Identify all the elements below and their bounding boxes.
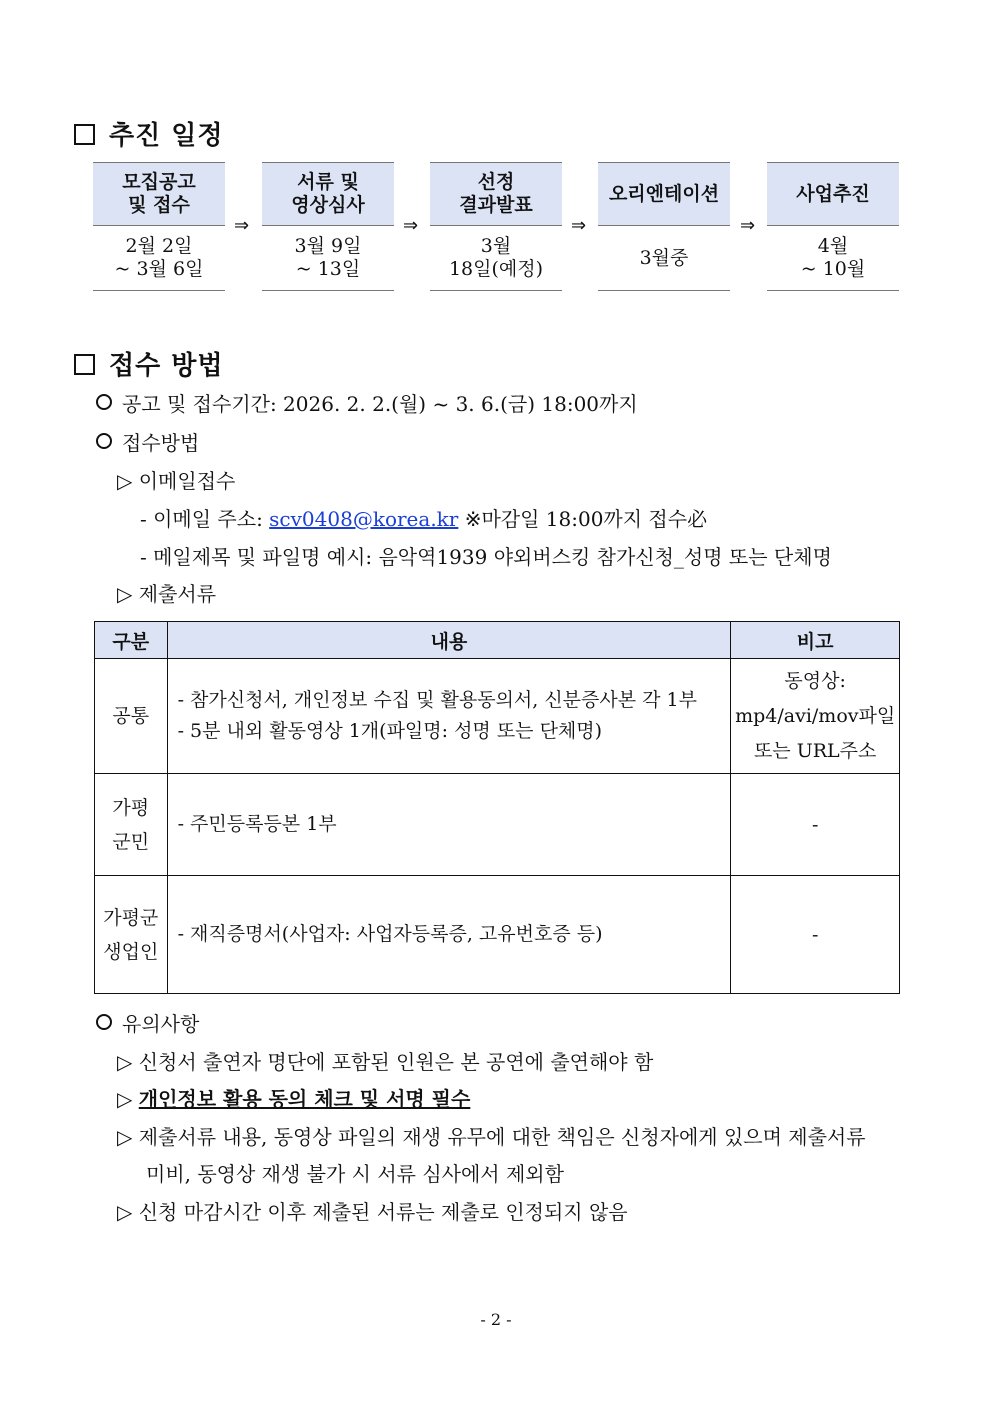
- category-line: 군민: [112, 830, 150, 853]
- note-item: ▷ 신청서 출연자 명단에 포함된 인원은 본 공연에 출연해야 함: [117, 1050, 654, 1074]
- header-category: 구분: [95, 622, 168, 659]
- period-text: 공고 및 접수기간: 2026. 2. 2.(월) ~ 3. 6.(금) 18:00까지: [122, 392, 638, 416]
- row-contents: [167, 774, 731, 876]
- email-link[interactable]: scv0408@korea.kr: [269, 507, 459, 531]
- section-title-method: [74, 345, 224, 382]
- section-title-text: 추진 일정: [109, 121, 224, 151]
- schedule-step-label: 선정 결과발표: [430, 162, 562, 226]
- circle-bullet-icon: [96, 1014, 112, 1030]
- table-row: [95, 774, 900, 876]
- note-line: 또는 URL주소: [753, 739, 877, 762]
- row-category: 공통: [95, 659, 168, 774]
- section-title-text: 접수 방법: [109, 351, 224, 381]
- category-line: 가평군: [103, 906, 159, 929]
- schedule-step: [262, 162, 394, 291]
- note-line: mp4/avi/mov파일: [735, 704, 896, 727]
- circle-bullet-icon: [96, 433, 112, 449]
- schedule-step-date: 2월 2일 ~ 3월 6일: [93, 226, 225, 291]
- method-title: 접수방법: [122, 431, 200, 455]
- section-title-schedule: [74, 115, 224, 152]
- note-line: 동영상:: [784, 669, 846, 692]
- category-line: 가평: [112, 796, 150, 819]
- page-number: - 2 -: [480, 1310, 512, 1329]
- email-title: ▷ 이메일접수: [117, 469, 236, 493]
- header-contents: 내용: [167, 622, 731, 659]
- row-note: [731, 659, 900, 774]
- documents-table: [94, 621, 900, 994]
- schedule-step-label: 오리엔테이션: [598, 162, 730, 226]
- schedule-step-date: 3월중: [598, 226, 730, 291]
- header-note: 비고: [731, 622, 900, 659]
- note-item: [117, 1085, 470, 1113]
- email-suffix: ※마감일 18:00까지 접수必: [458, 507, 708, 531]
- table-row: [95, 659, 900, 774]
- arrow-right-icon: ⇒: [571, 215, 587, 236]
- note-marker: ▷: [117, 1087, 133, 1111]
- row-category: [95, 774, 168, 876]
- schedule-step: [598, 162, 730, 291]
- schedule-step-label: 사업추진: [767, 162, 899, 226]
- checkbox-square-icon: [74, 354, 95, 375]
- row-note: -: [731, 876, 900, 994]
- schedule-step-date: 3월 9일 ~ 13일: [262, 226, 394, 291]
- method-line: [96, 429, 199, 457]
- content-line: - 재직증명서(사업자: 사업자등록증, 고유번호증 등): [177, 923, 603, 945]
- row-contents: [167, 876, 731, 994]
- schedule-step: [93, 162, 225, 291]
- schedule-step-label: 모집공고 및 접수: [93, 162, 225, 226]
- arrow-right-icon: ⇒: [234, 215, 250, 236]
- note-emphasis: 개인정보 활용 동의 체크 및 서명 필수: [138, 1087, 471, 1111]
- content-line: - 주민등록등본 1부: [177, 813, 337, 835]
- note-item: ▷ 제출서류 내용, 동영상 파일의 재생 유무에 대한 책임은 신청자에게 있으며 제출서류: [117, 1125, 866, 1149]
- mail-subject-line: - 메일제목 및 파일명 예시: 음악역1939 야외버스킹 참가신청_성명 또는 단체명: [140, 545, 832, 569]
- table-header-row: [95, 622, 900, 659]
- email-prefix: - 이메일 주소:: [140, 507, 270, 531]
- arrow-right-icon: ⇒: [403, 215, 419, 236]
- schedule-step: [430, 162, 562, 291]
- schedule-step-label: 서류 및 영상심사: [262, 162, 394, 226]
- schedule-step: [767, 162, 899, 291]
- row-note: -: [731, 774, 900, 876]
- table-row: [95, 876, 900, 994]
- arrow-right-icon: ⇒: [740, 215, 756, 236]
- note-item-continued: 미비, 동영상 재생 불가 시 서류 심사에서 제외함: [146, 1162, 564, 1186]
- docs-title: ▷ 제출서류: [117, 582, 217, 606]
- notes-title: 유의사항: [122, 1012, 200, 1036]
- checkbox-square-icon: [74, 124, 95, 145]
- category-line: 생업인: [103, 940, 159, 963]
- content-line: - 참가신청서, 개인정보 수집 및 활용동의서, 신분증사본 각 1부: [177, 689, 697, 711]
- row-category: [95, 876, 168, 994]
- schedule-step-date: 4월 ~ 10월: [767, 226, 899, 291]
- schedule-step-date: 3월 18일(예정): [430, 226, 562, 291]
- notes-title-line: [96, 1010, 199, 1038]
- row-contents: [167, 659, 731, 774]
- circle-bullet-icon: [96, 394, 112, 410]
- note-item: ▷ 신청 마감시간 이후 제출된 서류는 제출로 인정되지 않음: [117, 1200, 628, 1224]
- email-line: [140, 505, 707, 533]
- period-line: [96, 390, 638, 418]
- content-line: - 5분 내외 활동영상 1개(파일명: 성명 또는 단체명): [177, 720, 603, 742]
